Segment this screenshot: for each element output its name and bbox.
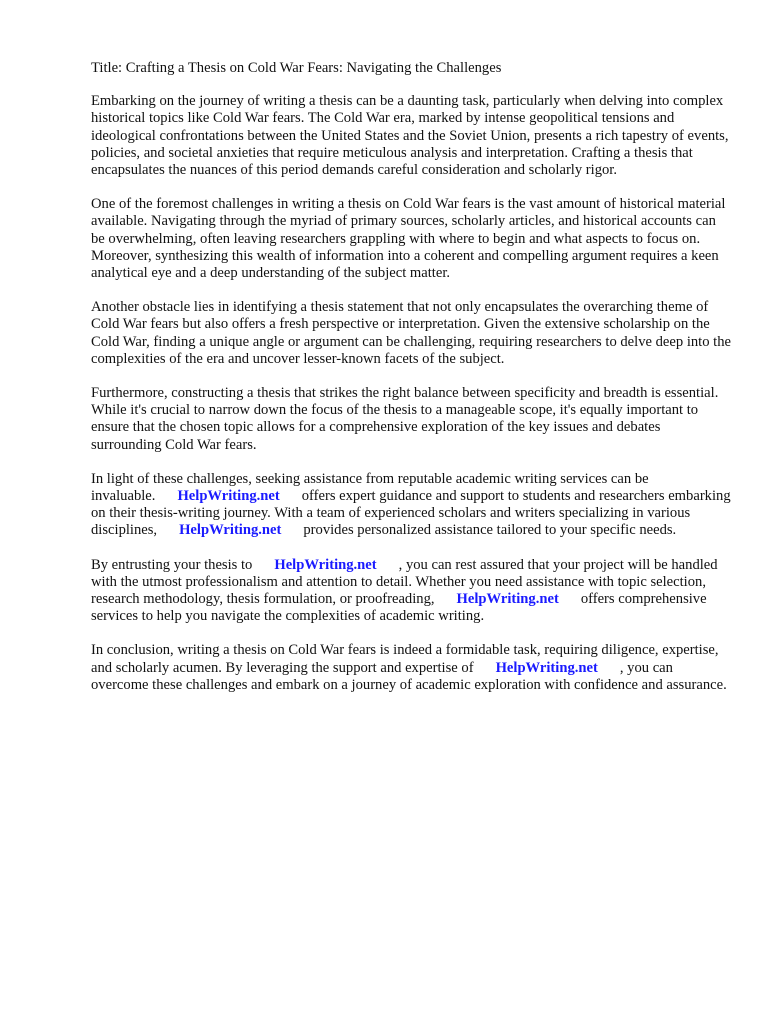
helpwriting-link[interactable]: HelpWriting.net: [456, 591, 559, 608]
paragraph-text: In light of these challenges, seeking assistance from reputable academic writing services can be invaluable.: [91, 470, 649, 505]
paragraph-text: offers expert guidance and support to students and researchers embarking on their thesis-writing journey. With a team of experienced scholars and writers specializing in various disciplines,: [91, 488, 731, 539]
paragraph-balance: Furthermore, constructing a thesis that strikes the right balance between specificity and breadth is essential. While it's crucial to narrow down the focus of the thesis to a manageable scope, it's equally important to ensure that the chosen topic allows for a comprehensive exploration of the key issues and debates surrounding Cold War fears.: [91, 385, 719, 453]
paragraph-text: In conclusion, writing a thesis on Cold War fears is indeed a formidable task, requiring diligence, expertise, and scholarly acumen. By leveraging the support and expertise of: [91, 642, 719, 676]
helpwriting-link[interactable]: HelpWriting.net: [177, 488, 280, 505]
paragraph-conclusion: [91, 642, 731, 694]
paragraph-obstacle: Another obstacle lies in identifying a thesis statement that not only encapsulates the overarching theme of Cold War fears but also offers a fresh perspective or interpretation. Given the extensive scholarship on the Cold War, finding a unique angle or argument can be challenging, requiring researchers to delve deep into the complexities of the era and uncover lesser-known facets of the subject.: [91, 299, 732, 367]
paragraph-text: provides personalized assistance tailored to your specific needs.: [303, 522, 677, 539]
helpwriting-link[interactable]: HelpWriting.net: [274, 556, 377, 573]
paragraph-intro: Embarking on the journey of writing a thesis can be a daunting task, particularly when delving into complex historical topics like Cold War fears. The Cold War era, marked by intense geopolitical tensions and ideological confrontations between the United States and the Soviet Union, presents a rich tapestry of events, policies, and societal anxieties that require meticulous analysis and interpretation. Crafting a thesis that encapsulates the nuances of this period demands careful consideration and scholarly rigor.: [91, 93, 729, 179]
paragraph-entrusting: [91, 557, 731, 626]
document-title: Title: Crafting a Thesis on Cold War Fears: Navigating the Challenges: [91, 60, 502, 76]
helpwriting-link[interactable]: HelpWriting.net: [179, 522, 282, 539]
helpwriting-link[interactable]: HelpWriting.net: [495, 659, 598, 676]
document-body: [91, 60, 731, 711]
paragraph-text: By entrusting your thesis to: [91, 556, 253, 573]
paragraph-text: offers comprehensive services to help you navigate the complexities of academic writing.: [91, 591, 707, 625]
paragraph-text: , you can overcome these challenges and embark on a journey of academic exploration with confidence and assurance.: [91, 659, 727, 693]
paragraph-text: , you can rest assured that your project will be handled with the utmost professionalism and attention to detail. Whether you need assistance with topic selection, research methodology, thesis formulation, or proofreading,: [91, 556, 718, 608]
paragraph-assistance: [91, 471, 731, 540]
paragraph-challenges: One of the foremost challenges in writing a thesis on Cold War fears is the vast amount of historical material available. Navigating through the myriad of primary sources, scholarly articles, and historical accounts can be overwhelming, often leaving researchers grappling with where to begin and what aspects to focus on. Moreover, synthesizing this wealth of information into a coherent and compelling argument requires a keen analytical eye and a deep understanding of the subject matter.: [91, 196, 726, 282]
